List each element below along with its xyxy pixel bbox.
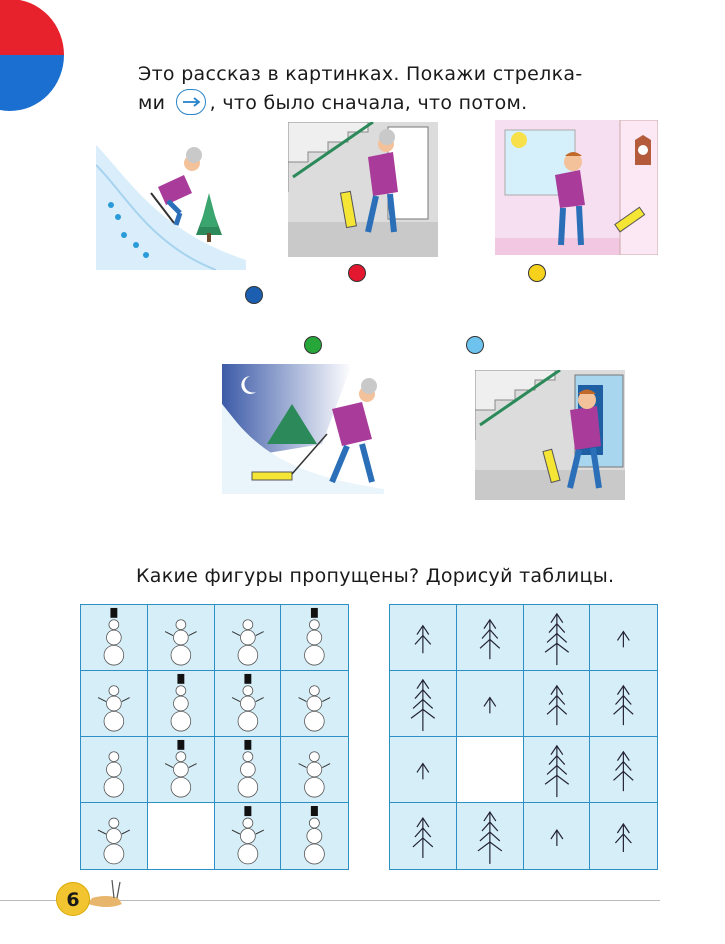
dot-green[interactable]	[304, 336, 322, 354]
tree-cell	[590, 605, 657, 671]
snowman-cell	[215, 737, 282, 803]
task1-line2-end: , что было сначала, что потом.	[209, 92, 528, 114]
task1-line1: Это рассказ в картинках. Покажи стрелка-	[138, 63, 583, 85]
tree-cell	[390, 671, 457, 737]
snowman-cell	[148, 671, 215, 737]
scene-returning-entrance	[475, 370, 625, 500]
snowman-cell	[148, 737, 215, 803]
task1-instruction	[138, 60, 618, 118]
snowman-cell	[281, 671, 348, 737]
tree-cell	[524, 737, 591, 803]
tree-table	[389, 604, 658, 870]
tree-cell	[590, 671, 657, 737]
snowman-cell	[215, 803, 282, 869]
snail-icon	[88, 874, 128, 918]
snowman-cell	[81, 671, 148, 737]
snowman-cell	[215, 605, 282, 671]
scene-sledding-downhill	[96, 135, 246, 270]
tree-cell	[590, 803, 657, 869]
snowman-table	[80, 604, 349, 870]
task1-line2-start: ми	[138, 92, 166, 114]
snowman-cell	[81, 605, 148, 671]
scene-leaving-entrance	[288, 122, 438, 257]
snowman-cell	[281, 605, 348, 671]
scene-at-home	[495, 120, 658, 255]
dot-yellow[interactable]	[528, 264, 546, 282]
empty-cell[interactable]	[148, 803, 215, 869]
scene-evening-walk	[222, 364, 384, 494]
page-number: 6	[56, 882, 90, 916]
tree-cell	[390, 605, 457, 671]
task2-instruction: Какие фигуры пропущены? Дорисуй таблицы.	[136, 565, 615, 587]
tree-cell	[457, 671, 524, 737]
arrow-icon	[176, 89, 206, 115]
tree-cell	[457, 803, 524, 869]
dot-lightblue[interactable]	[466, 336, 484, 354]
tree-cell	[390, 803, 457, 869]
tree-cell	[390, 737, 457, 803]
snowman-cell	[281, 803, 348, 869]
empty-cell[interactable]	[457, 737, 524, 803]
snowman-cell	[81, 803, 148, 869]
snowman-cell	[148, 605, 215, 671]
snowman-cell	[281, 737, 348, 803]
snowman-cell	[81, 737, 148, 803]
tree-cell	[590, 737, 657, 803]
dot-blue[interactable]	[245, 286, 263, 304]
tree-cell	[524, 671, 591, 737]
tree-cell	[457, 605, 524, 671]
tree-cell	[524, 605, 591, 671]
snowman-cell	[215, 671, 282, 737]
dot-red[interactable]	[348, 264, 366, 282]
corner-color-marker	[0, 0, 64, 111]
tree-cell	[524, 803, 591, 869]
